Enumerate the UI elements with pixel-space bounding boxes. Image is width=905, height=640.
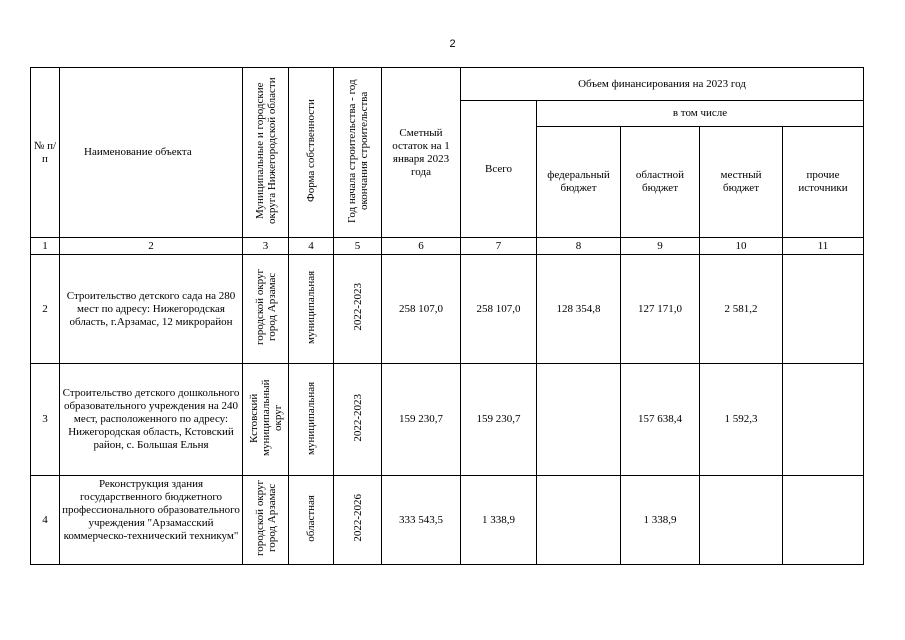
total-cell: 159 230,7 — [461, 364, 537, 476]
row-num: 2 — [31, 255, 60, 364]
table-row — [31, 364, 864, 476]
total-cell: 1 338,9 — [461, 476, 537, 565]
header-regional: областной бюджет — [621, 127, 700, 238]
years-cell: 2022-2026 — [334, 476, 382, 565]
table-row — [31, 476, 864, 565]
other-cell — [783, 476, 864, 565]
municipality-cell: городской округ город Арзамас — [243, 476, 289, 565]
col-num: 7 — [461, 238, 537, 255]
row-num: 4 — [31, 476, 60, 565]
row-num: 3 — [31, 364, 60, 476]
header-ownership: Форма собственности — [289, 68, 334, 238]
header-num: № п/п — [31, 68, 60, 238]
header-federal: федеральный бюджет — [537, 127, 621, 238]
object-name: Строительство детского дошкольного образовательного учреждения на 240 мест, расположенного по адресу: Нижегородская область, Кстовский район, с. Большая Ельня — [60, 364, 243, 476]
ownership-cell: муниципальная — [289, 364, 334, 476]
col-num: 9 — [621, 238, 700, 255]
col-num: 3 — [243, 238, 289, 255]
page-number: 2 — [449, 38, 456, 50]
header-total: Всего — [461, 101, 537, 238]
header-name: Наименование объекта — [60, 68, 243, 238]
col-num: 6 — [382, 238, 461, 255]
total-cell: 258 107,0 — [461, 255, 537, 364]
regional-cell: 1 338,9 — [621, 476, 700, 565]
federal-cell — [537, 476, 621, 565]
other-cell — [783, 255, 864, 364]
col-num: 8 — [537, 238, 621, 255]
object-name: Строительство детского сада на 280 мест по адресу: Нижегородская область, г.Арзамас, 12 микрорайон — [60, 255, 243, 364]
years-cell: 2022-2023 — [334, 255, 382, 364]
other-cell — [783, 364, 864, 476]
header-estimate: Сметный остаток на 1 января 2023 года — [382, 68, 461, 238]
col-num: 10 — [700, 238, 783, 255]
col-num: 2 — [60, 238, 243, 255]
col-num: 1 — [31, 238, 60, 255]
table-row — [31, 255, 864, 364]
estimate-cell: 159 230,7 — [382, 364, 461, 476]
local-cell: 1 592,3 — [700, 364, 783, 476]
financing-table — [30, 67, 864, 565]
header-including: в том числе — [537, 101, 864, 127]
header-financing-group: Объем финансирования на 2023 год — [461, 68, 864, 101]
col-num: 5 — [334, 238, 382, 255]
federal-cell: 128 354,8 — [537, 255, 621, 364]
column-number-row — [31, 238, 864, 255]
header-years: Год начала строительства - год окончания строительства — [334, 68, 382, 238]
municipality-cell: городской округ город Арзамас — [243, 255, 289, 364]
col-num: 4 — [289, 238, 334, 255]
local-cell — [700, 476, 783, 565]
regional-cell: 157 638,4 — [621, 364, 700, 476]
regional-cell: 127 171,0 — [621, 255, 700, 364]
ownership-cell: областная — [289, 476, 334, 565]
local-cell: 2 581,2 — [700, 255, 783, 364]
estimate-cell: 333 543,5 — [382, 476, 461, 565]
ownership-cell: муниципальная — [289, 255, 334, 364]
federal-cell — [537, 364, 621, 476]
years-cell: 2022-2023 — [334, 364, 382, 476]
header-municipality: Муниципальные и городские округа Нижегородской области — [243, 68, 289, 238]
object-name: Реконструкция здания государственного бюджетного профессионального образовательного учреждения "Арзамасский коммерческо-технический техникум" — [60, 476, 243, 565]
header-local: местный бюджет — [700, 127, 783, 238]
header-other: прочие источники — [783, 127, 864, 238]
col-num: 11 — [783, 238, 864, 255]
estimate-cell: 258 107,0 — [382, 255, 461, 364]
municipality-cell: Кстовский муниципальный округ — [243, 364, 289, 476]
